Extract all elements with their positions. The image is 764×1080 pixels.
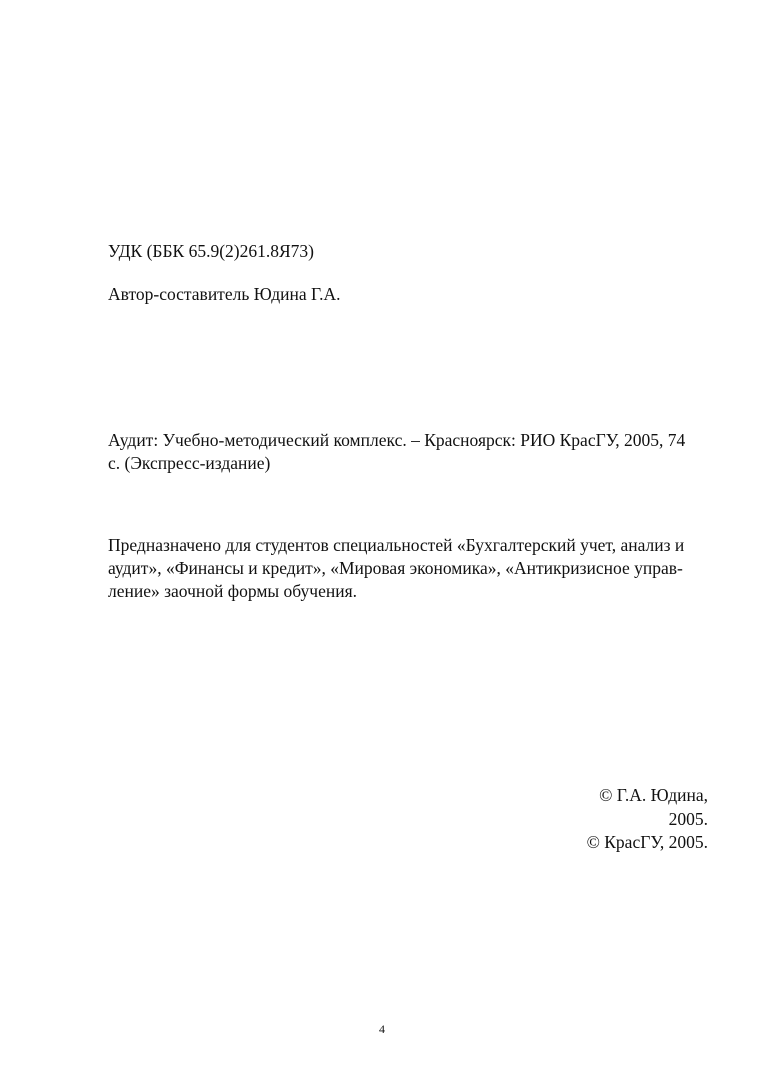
purpose-line-1: Предназначено для студентов специальностей «Бухгалтерский учет, анализ и — [108, 535, 685, 555]
bibliographic-description-line-2: с. (Экспресс-издание) — [108, 453, 271, 473]
page-number: 4 — [379, 1022, 385, 1036]
bibliographic-description-line-1: Аудит: Учебно-методический комплекс. – Красноярск: РИО КрасГУ, 2005, 74 — [108, 430, 686, 450]
copyright-publisher: © КрасГУ, 2005. — [586, 832, 708, 852]
purpose-line-3: ление» заочной формы обучения. — [108, 581, 357, 601]
udk-classification: УДК (ББК 65.9(2)261.8Я73) — [108, 241, 314, 261]
author-compiler: Автор-составитель Юдина Г.А. — [108, 284, 341, 304]
copyright-author: © Г.А. Юдина, — [599, 785, 708, 805]
copyright-year: 2005. — [668, 809, 708, 829]
purpose-line-2: аудит», «Финансы и кредит», «Мировая экономика», «Антикризисное управ- — [108, 558, 683, 578]
